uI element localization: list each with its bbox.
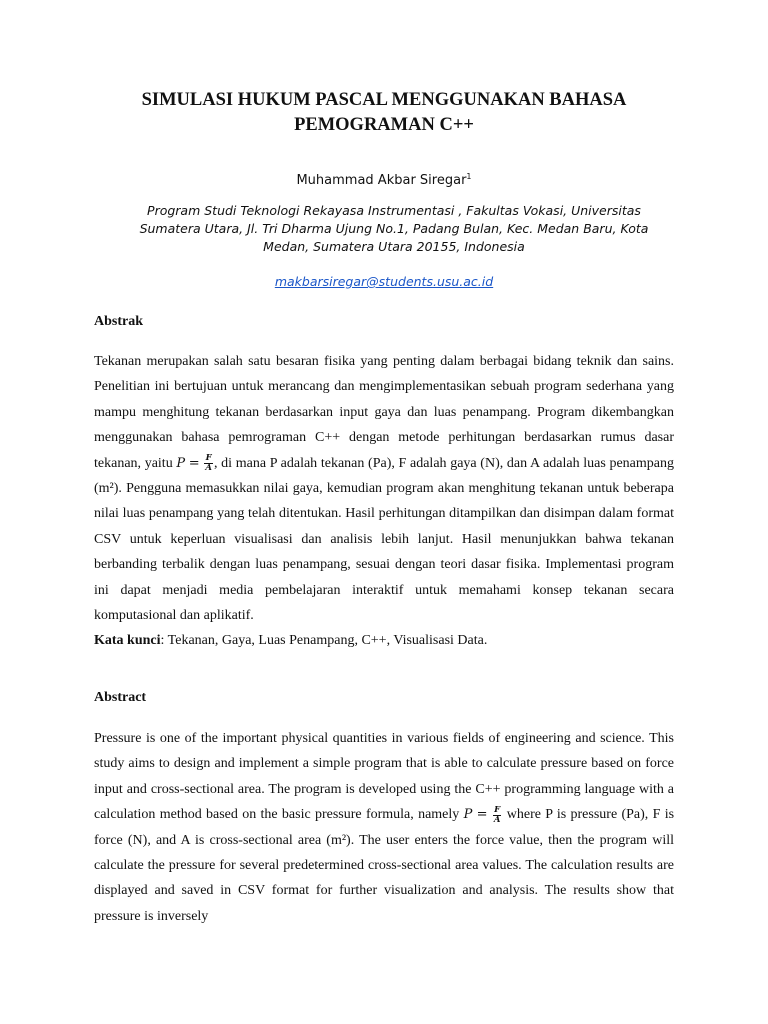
formula-numerator-en: F [494,804,501,815]
abstrak-heading: Abstrak [94,314,144,329]
formula-denominator: A [205,462,212,473]
email-line [60,273,708,291]
formula-equals-en: = [476,807,488,823]
abstrak-formula [176,452,214,473]
abstrak-paragraph [94,349,674,654]
affiliation-line-3: Medan, Sumatera Utara 20155, Indonesia [263,239,525,254]
formula-equals: = [188,455,200,471]
abstract-heading: Abstract [94,690,147,705]
formula-denominator-en: A [493,814,501,825]
formula-numerator: F [205,452,212,463]
abstract-formula [463,804,503,825]
abstract-text-1: Pressure is one of the important physical quantities in various fields of engineering and science. This study aims to design and implement a simple program that is able to calculate pressure based on force input and cross-sectional area. The program is developed using the C++ programming language with a calculation method based on the basic pressure formula, namely [94,731,674,823]
affiliation-line-2: Sumatera Utara, Jl. Tri Dharma Ujung No.1, Padang Bulan, Kec. Medan Baru, Kota [139,221,649,236]
title-line-1: SIMULASI HUKUM PASCAL MENGGUNAKAN BAHASA [141,90,627,110]
author-name: Muhammad Akbar Siregar [296,173,467,188]
formula-fraction [204,454,213,473]
author-line [60,168,708,190]
title-line-2: PEMOGRAMAN C++ [294,115,474,135]
keywords-label: Kata kunci [94,633,161,649]
affiliation [110,202,678,256]
affiliation-line-1: Program Studi Teknologi Rekayasa Instrumentasi , Fakultas Vokasi, Universitas [147,203,641,218]
formula-fraction-en [493,806,502,825]
formula-lhs-en: P [463,807,473,823]
email-link[interactable]: makbarsiregar@students.usu.ac.id [274,274,494,289]
abstract-text-2: where P is pressure (Pa), F is force (N), and A is cross-sectional area (m²). The user enters the force value, then the program will calculate the pressure for several predetermined cross-sectional area values. The calculation results are displayed and saved in CSV format for further visualization and analysis. The results show that pressure is inversely [94,807,675,924]
author-affiliation-marker: 1 [466,172,472,181]
paper-title [60,88,708,138]
abstrak-text-2: , di mana P adalah tekanan (Pa), F adalah gaya (N), dan A adalah luas penampang (m²). Pengguna memasukkan nilai gaya, kemudian program akan menghitung tekanan untuk beberapa nilai luas penampang yang telah ditentukan. Hasil perhitungan ditampilkan dan disimpan dalam format CSV untuk keperluan visualisasi dan analisis lebih lanjut. Hasil menunjukkan bahwa tekanan berbanding terbalik dengan luas penampang, sesuai dengan teori dasar fisika. Implementasi program ini dapat menjadi media pembelajaran interaktif untuk memahami konsep tekanan secara komputasional dan aplikatif. [94,455,674,624]
abstrak-text-1: Tekanan merupakan salah satu besaran fisika yang penting dalam berbagai bidang teknik dan sains. Penelitian ini bertujuan untuk merancang dan mengimplementasikan sebuah program sederhana yang mampu menghitung tekanan berdasarkan input gaya dan luas penampang. Program dikembangkan menggunakan bahasa pemrograman C++ dengan metode perhitungan berdasarkan rumus dasar tekanan, yaitu [94,354,674,471]
abstract-paragraph [94,726,674,929]
formula-lhs: P [176,455,186,471]
keywords-list: : Tekanan, Gaya, Luas Penampang, C++, Visualisasi Data. [160,633,488,649]
